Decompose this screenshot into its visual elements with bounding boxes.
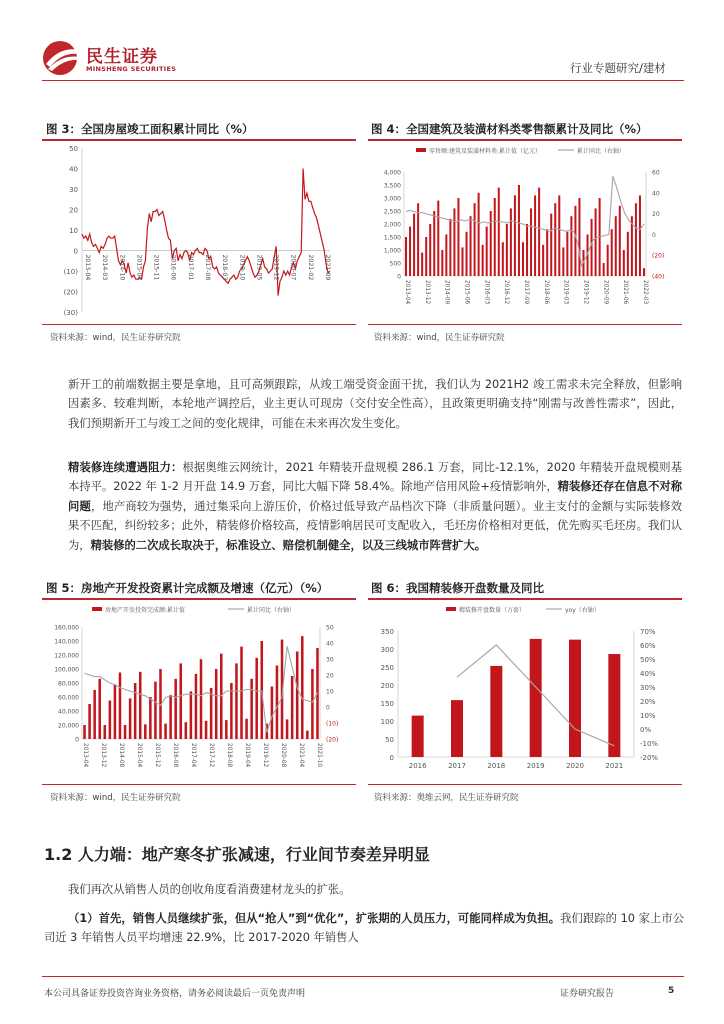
- fig6-legend-line-label: yoy（右轴）: [565, 607, 600, 614]
- fig5-ytick-right: 10: [326, 688, 334, 696]
- fig5-bar: [83, 725, 86, 739]
- fig4-bar: [542, 245, 544, 276]
- fig5-ytick-right: 40: [326, 640, 334, 648]
- fig4-bar: [558, 195, 560, 276]
- fig5-bar: [286, 719, 289, 739]
- fig5-ytick-left: 20,000: [58, 722, 79, 730]
- fig5-rule: [42, 598, 356, 600]
- fig4-ytick-left: 3,000: [383, 195, 401, 203]
- fig5-ytick-left: 0: [75, 736, 79, 744]
- fig5-bar: [190, 691, 193, 739]
- fig3-xtick: 2017-08: [204, 254, 211, 281]
- fig4-ytick-right: 0: [652, 231, 656, 239]
- fig4-ytick-right: 60: [652, 169, 660, 177]
- fig4-xtick: 2019-03: [562, 280, 569, 305]
- fig3-xtick: 2016-06: [169, 254, 177, 281]
- fig5-xtick: 2021-04: [298, 743, 304, 768]
- fig4-bar: [482, 245, 484, 276]
- fig4-bar: [514, 195, 516, 276]
- fig4-bar: [631, 216, 633, 276]
- fig4-bar: [538, 188, 540, 276]
- footer-report-type: 证券研究报告: [560, 989, 615, 999]
- fig5-xtick: 2013-12: [100, 743, 106, 768]
- fig4-bar: [566, 232, 568, 276]
- fig5-bar: [144, 724, 147, 739]
- fig4-bar: [574, 206, 576, 276]
- footer-rule: [42, 976, 684, 977]
- fig3-xtick: 2021-02: [306, 254, 314, 281]
- fig6-ytick-left: 100: [380, 718, 394, 726]
- fig5-bar: [311, 669, 314, 739]
- fig4-ytick-left: 4,000: [383, 169, 401, 177]
- fig4-bar: [595, 208, 597, 276]
- logo: [42, 40, 82, 76]
- fig6-xtick: 2021: [605, 762, 624, 770]
- logo-cn: 民生证券: [86, 47, 158, 67]
- fig5-xtick: 2020-08: [280, 743, 286, 768]
- fig4-xtick: 2016-03: [483, 280, 490, 305]
- page-number: 5: [668, 986, 675, 996]
- fig4-bar: [494, 198, 496, 276]
- fig6-chart: [368, 601, 682, 781]
- fig4-bar: [611, 229, 613, 276]
- fig5-ytick-right: 50: [326, 624, 334, 632]
- fig4-xtick: 2021-06: [622, 280, 629, 305]
- fig4-bar: [506, 224, 508, 276]
- fig4-bar: [461, 247, 463, 276]
- fig6-xtick: 2017: [448, 762, 466, 770]
- fig4-xtick: 2018-06: [542, 280, 549, 305]
- fig5-xtick: 2019-12: [262, 743, 268, 768]
- fig4-bar: [417, 203, 419, 276]
- fig4-bar: [562, 247, 564, 276]
- fig4-ytick-right: (20): [652, 252, 665, 260]
- fig6-ytick-right: -10%: [640, 740, 659, 748]
- fig6-ytick-left: 250: [380, 664, 394, 672]
- fig5-chart: [42, 601, 356, 781]
- fig5-xtick: 2013-04: [82, 743, 88, 768]
- fig5-bar: [225, 720, 228, 739]
- fig4-bar: [550, 214, 552, 276]
- fig5-title: 图 5：房地产开发投资累计完成额及增速（亿元）（%）: [46, 581, 329, 595]
- fig3-bottom-rule: [42, 324, 356, 325]
- fig6-rule: [368, 598, 682, 600]
- para2-text-1: 根据奥维云网统计，2021 年精装开盘规模 286.1 万套，同比-12.1%，2020 年精装开盘规模则基本持平。2022 年 1-2 月开盘 14.9 万套，同比大幅下降 58.4%。除地产信用风险+疫情影响外，: [68, 461, 682, 494]
- fig5-legend-line-label: 累计同比（右轴）: [247, 607, 296, 614]
- fig5-xtick: 2017-12: [208, 743, 214, 768]
- fig3-ytick: (30): [63, 309, 78, 317]
- fig5-ytick-left: 60,000: [58, 694, 79, 702]
- fig3-xtick: 2017-01: [186, 254, 194, 281]
- fig6-legend-bar-label: 精装修开盘数量（万套）: [459, 607, 526, 614]
- fig4-bar: [526, 224, 528, 276]
- fig3-xtick: 2013-04: [84, 254, 91, 281]
- fig4-bar: [570, 216, 572, 276]
- fig3-rule: [42, 139, 356, 141]
- fig5-bar: [139, 672, 142, 739]
- fig4-bar: [478, 193, 480, 276]
- fig3-xtick: 2021-09: [324, 254, 331, 281]
- fig4-xtick: 2013-12: [423, 280, 430, 305]
- fig4-bar: [498, 188, 500, 276]
- fig5-legend-bar-label: 房地产开发投资完成额:累计值: [105, 607, 186, 614]
- fig5-bar: [104, 725, 107, 739]
- fig5-xtick: 2018-08: [226, 743, 232, 768]
- fig4-xtick: 2022-03: [642, 280, 648, 305]
- fig4-bottom-rule: [368, 324, 682, 325]
- fig3-title: 图 3：全国房屋竣工面积累计同比（%）: [46, 122, 254, 136]
- fig5-xtick: 2016-08: [172, 743, 178, 768]
- fig5-ytick-right: 30: [326, 656, 334, 664]
- fig6-ytick-right: 0%: [640, 726, 652, 734]
- fig4-bar: [578, 198, 580, 276]
- fig3-xtick: 2015-04: [135, 254, 143, 281]
- fig4-ytick-left: 2,500: [383, 208, 401, 216]
- fig5-bar: [306, 731, 309, 739]
- fig5-bottom-rule: [42, 784, 356, 785]
- fig6-xtick: 2020: [566, 762, 584, 770]
- fig5-bar: [296, 652, 299, 740]
- fig4-xtick: 2014-09: [443, 280, 450, 305]
- fig5-bar: [195, 674, 198, 739]
- fig5-bar: [134, 683, 137, 739]
- header-category: 行业专题研究/建材: [570, 61, 666, 75]
- fig5-bar: [129, 698, 132, 739]
- fig4-bar: [449, 219, 451, 276]
- fig6-ytick-left: 50: [385, 736, 394, 744]
- fig3-xtick: 2018-10: [238, 254, 246, 281]
- fig5-ytick-left: 160,000: [54, 624, 79, 632]
- footer-disclaimer: 本公司具备证券投资咨询业务资格，请务必阅读最后一页免责声明: [44, 989, 306, 999]
- para2-text-2: ，地产商较为强势，通过集采向上游压价，价格过低导致产品档次下降（非质量问题）。业主支付的金额与实际装修效果不匹配，纠纷较多；此外，精装修价格较高，疫情影响居民可支配收入，毛坯房价格相对更低，优先购买毛坯房。我们认为，: [68, 499, 682, 552]
- fig4-bar: [534, 195, 536, 276]
- fig4-bar: [522, 242, 524, 276]
- fig6-bottom-rule: [368, 784, 682, 785]
- fig4-bar: [635, 203, 637, 276]
- fig6-bar: [490, 666, 502, 757]
- fig3-xtick: 2015-11: [152, 254, 160, 281]
- fig4-bar: [433, 211, 435, 276]
- fig4-ytick-left: 500: [389, 260, 401, 268]
- fig6-ytick-left: 300: [380, 646, 394, 654]
- fig4-bar: [405, 237, 407, 276]
- fig5-bar: [271, 687, 274, 740]
- fig6-ytick-left: 200: [380, 682, 394, 690]
- fig5-bar: [88, 704, 91, 739]
- fig3-xtick: 2019-05: [255, 254, 263, 281]
- fig3-ytick: 50: [69, 145, 78, 153]
- fig5-xtick: 2014-08: [118, 743, 124, 768]
- fig4-rule: [368, 139, 682, 141]
- fig5-bar: [154, 682, 157, 739]
- fig5-source: 资料来源：wind，民生证券研究院: [50, 793, 181, 803]
- fig6-bar: [608, 654, 620, 757]
- fig4-bar: [639, 195, 641, 276]
- fig5-bar: [205, 721, 208, 739]
- fig5-ytick-right: 20: [326, 672, 334, 680]
- fig4-ytick-left: 0: [397, 273, 401, 281]
- fig4-bar: [627, 232, 629, 276]
- para2-bold-1: 精装修连续遭遇阻力：: [68, 461, 183, 474]
- fig4-xtick: 2020-09: [602, 280, 609, 305]
- paragraph-finished-decoration: [68, 458, 682, 555]
- fig6-ytick-right: 70%: [640, 628, 656, 636]
- fig4-bar: [623, 250, 625, 276]
- fig4-ytick-left: 2,000: [383, 221, 401, 229]
- fig4-bar: [453, 208, 455, 276]
- fig5-bar: [109, 701, 112, 740]
- fig5-bar: [149, 697, 152, 739]
- fig4-bar: [409, 227, 411, 276]
- fig3-chart: [42, 142, 356, 320]
- fig6-ytick-left: 0: [389, 754, 394, 762]
- fig5-bar: [255, 658, 258, 739]
- para2-bold-2: 精装修还存在信息不对称问题: [68, 480, 682, 513]
- fig4-bar: [421, 253, 423, 276]
- fig5-bar: [291, 676, 294, 739]
- fig3-ytick: 0: [73, 247, 78, 256]
- fig4-chart: [368, 142, 682, 320]
- fig5-bar: [93, 690, 96, 739]
- fig5-xtick: 2019-04: [244, 743, 250, 768]
- fig5-ytick-left: 120,000: [54, 652, 79, 660]
- fig6-xtick: 2016: [408, 762, 427, 770]
- fig6-legend-bar-swatch: [446, 607, 456, 611]
- fig4-bar: [425, 237, 427, 276]
- fig3-ytick: (10): [63, 268, 78, 276]
- fig4-title: 图 4：全国建筑及装潢材料类零售额累计及同比（%）: [371, 122, 648, 136]
- fig4-bar: [437, 201, 439, 276]
- fig4-legend-bar-label: 零售额:建筑及装潢材料类:累计值（亿元）: [429, 148, 542, 155]
- fig6-ytick-right: 10%: [640, 712, 656, 720]
- paragraph-sales-staff: [44, 909, 684, 948]
- fig3-ytick: 40: [69, 165, 78, 174]
- header-rule: [42, 80, 684, 81]
- fig4-bar: [530, 208, 532, 276]
- fig4-ytick-right: (40): [652, 273, 665, 281]
- paragraph-intro: 我们再次从销售人员的创收角度看消费建材龙头的扩张。: [68, 883, 351, 896]
- fig3-source: 资料来源：wind，民生证券研究院: [50, 333, 181, 343]
- fig4-bar: [518, 185, 520, 276]
- fig5-bar: [261, 641, 264, 739]
- fig4-ytick-left: 1,500: [383, 234, 401, 242]
- fig5-ytick-left: 80,000: [58, 680, 79, 688]
- fig3-xtick: 2014-10: [118, 254, 126, 281]
- fig4-legend-line-label: 累计同比（右轴）: [577, 148, 626, 155]
- fig5-bar: [245, 719, 248, 739]
- fig4-bar: [603, 263, 605, 276]
- fig4-bar: [445, 234, 447, 276]
- fig4-ytick-right: 20: [652, 211, 660, 219]
- fig6-source: 资料来源：奥维云网，民生证券研究院: [374, 793, 519, 803]
- fig3-xtick: 2014-03: [101, 254, 109, 281]
- logo-en: MINSHENG SECURITIES: [86, 65, 177, 73]
- fig4-bar: [486, 227, 488, 276]
- fig6-bar: [530, 639, 542, 757]
- fig4-bar: [615, 216, 617, 276]
- fig6-bar: [451, 700, 463, 757]
- fig3-xtick: 2019-12: [272, 254, 280, 281]
- fig5-ytick-left: 40,000: [58, 708, 79, 716]
- fig4-bar: [413, 214, 415, 276]
- fig6-title: 图 6：我国精装修开盘数量及同比: [371, 581, 545, 595]
- fig5-bar: [119, 673, 122, 740]
- fig5-bar: [185, 722, 188, 739]
- fig4-ytick-left: 3,500: [383, 182, 401, 190]
- fig6-ytick-left: 150: [380, 700, 394, 708]
- fig5-xtick: 2021-10: [316, 743, 322, 768]
- fig5-ytick-left: 140,000: [54, 638, 79, 646]
- fig6-ytick-right: 20%: [640, 698, 656, 706]
- fig4-bar: [607, 245, 609, 276]
- fig5-bar: [240, 647, 243, 739]
- fig4-bar: [457, 198, 459, 276]
- fig4-xtick: 2013-04: [404, 280, 410, 305]
- para4-text: 我们跟踪的 10 家上市公司近 3 年销售人员平均增速 22.9%，比 2017-2020 年销售人: [44, 912, 684, 945]
- fig5-bar: [235, 663, 238, 739]
- fig4-ytick-right: 40: [652, 190, 660, 198]
- fig5-bar: [276, 666, 279, 740]
- fig5-bar: [250, 679, 253, 739]
- fig4-bar: [643, 268, 645, 276]
- fig3-xtick: 2018-03: [221, 254, 229, 281]
- fig4-bar: [546, 229, 548, 276]
- fig4-bar: [510, 208, 512, 276]
- fig3-ytick: 30: [69, 186, 78, 194]
- fig5-ytick-right: (10): [326, 720, 339, 728]
- logo-icon: [42, 40, 82, 76]
- fig5-bar: [301, 636, 304, 739]
- fig5-bar: [114, 684, 117, 739]
- fig4-ytick-left: 1,000: [383, 247, 401, 255]
- fig5-legend-bar-swatch: [92, 607, 102, 611]
- fig6-bar: [569, 640, 581, 757]
- fig5-bar: [174, 679, 177, 739]
- para4-bold: （1）首先，销售人员继续扩张，但从“抢人”到“优化”，扩张期的人员压力，可能同样成为负担。: [68, 912, 561, 925]
- fig4-xtick: 2019-12: [582, 280, 589, 305]
- fig4-source: 资料来源：wind，民生证券研究院: [374, 333, 505, 343]
- fig5-ytick-left: 100,000: [54, 666, 79, 674]
- fig4-xtick: 2015-06: [463, 280, 470, 305]
- paragraph-completion: 新开工的前端数据主要是拿地，且可高频跟踪，从竣工端受资金面干扰，我们认为 2021H2 竣工需求未完全释放，但影响因素多、较难判断，本轮地产调控后，业主更认可现房（交付安全性高），且政策更明确支持“刚需与改善性需求”，因此，我们预期新开工与竣工之间的变化规律，可能在未来再次发生变化。: [68, 378, 682, 430]
- fig3-ytick: 10: [69, 227, 78, 235]
- fig4-bar: [619, 206, 621, 276]
- fig6-ytick-right: 30%: [640, 684, 656, 692]
- fig5-bar: [210, 688, 213, 739]
- fig4-bar: [470, 216, 472, 276]
- fig4-bar: [441, 250, 443, 276]
- fig5-xtick: 2015-04: [136, 743, 142, 768]
- fig6-bar: [412, 716, 424, 757]
- fig5-ytick-right: (20): [326, 736, 339, 744]
- fig6-ytick-right: 60%: [640, 642, 656, 650]
- fig4-bar: [429, 224, 431, 276]
- fig5-bar: [98, 679, 101, 739]
- fig3-xtick: 2020-07: [289, 254, 297, 281]
- fig5-bar: [124, 725, 127, 739]
- fig6-ytick-right: 40%: [640, 670, 656, 678]
- fig6-xtick: 2019: [526, 762, 545, 770]
- para2-bold-3: 精装修的二次成长取决于，标准设立、赔偿机制健全，以及三线城市阵营扩大。: [90, 538, 487, 552]
- fig4-bar: [490, 211, 492, 276]
- fig4-bar: [554, 203, 556, 276]
- fig6-ytick-left: 350: [380, 628, 394, 636]
- fig4-xtick: 2016-12: [503, 280, 510, 305]
- fig5-bar: [215, 669, 218, 739]
- fig4-legend-bar-swatch: [416, 148, 426, 152]
- fig4-bar: [474, 203, 476, 276]
- fig6-xtick: 2018: [487, 762, 506, 770]
- fig5-xtick: 2017-04: [190, 743, 196, 768]
- fig5-bar: [164, 724, 167, 739]
- fig4-bar: [466, 232, 468, 276]
- fig5-bar: [200, 659, 203, 739]
- fig5-xtick: 2015-12: [154, 743, 160, 768]
- fig6-ytick-right: 50%: [640, 656, 656, 664]
- fig3-ytick: (20): [63, 288, 78, 297]
- fig5-ytick-right: 0: [326, 704, 330, 712]
- fig4-xtick: 2017-09: [523, 280, 529, 305]
- fig6-ytick-right: -20%: [640, 754, 659, 762]
- fig3-ytick: 20: [69, 206, 78, 215]
- fig4-bar: [502, 242, 504, 276]
- fig5-bar: [169, 695, 172, 739]
- fig4-bar: [591, 219, 593, 276]
- section-title: 1.2 人力端：地产寒冬扩张减速，行业间节奏差异明显: [44, 845, 430, 864]
- fig5-bar: [179, 663, 182, 739]
